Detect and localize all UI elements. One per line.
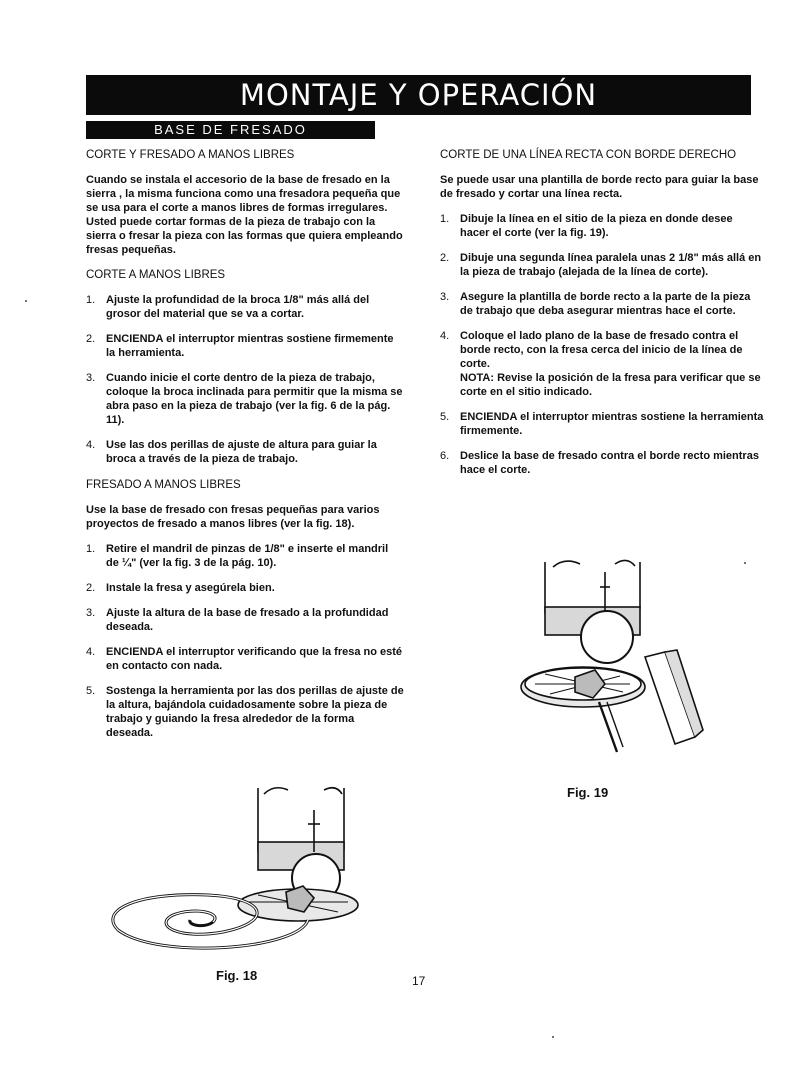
- heading-straight-edge-cut: CORTE DE UNA LÍNEA RECTA CON BORDE DERECHO: [440, 149, 737, 161]
- subsection-title: BASE DE FRESADO: [154, 122, 307, 137]
- list-item: 1. Retire el mandril de pinzas de 1/8" e inserte el mandril de ¼" (ver la fig. 3 de la pág. 10).: [86, 543, 389, 569]
- heading-freehand-routing: FRESADO A MANOS LIBRES: [86, 479, 241, 491]
- freehand-routing-steps: [86, 542, 404, 740]
- subsection-banner: [86, 121, 375, 139]
- heading-freehand-cut-and-route: CORTE Y FRESADO A MANOS LIBRES: [86, 149, 295, 161]
- figure-18-illustration: [98, 780, 378, 970]
- straight-edge-steps: [440, 212, 765, 477]
- list-item: 5. Sostenga la herramienta por las dos perillas de ajuste de la altura, bajándola cuidadosamente sobre la pieza de trabajo y guiando la fresa alrededor de la forma deseada.: [86, 685, 404, 739]
- scan-speck: [25, 300, 27, 302]
- right-column: [440, 148, 765, 489]
- left-column: [86, 148, 404, 752]
- routing-paragraph: Use la base de fresado con fresas pequeñas para varios proyectos de fresado a manos libres (ver la fig. 18).: [86, 504, 380, 530]
- list-item: 4. Use las dos perillas de ajuste de altura para guiar la broca a través de la pieza de trabajo.: [86, 439, 377, 465]
- scan-speck: [744, 562, 746, 564]
- list-item: 4. ENCIENDA el interruptor verificando que la fresa no esté en contacto con nada.: [86, 646, 403, 672]
- list-item: 3. Ajuste la altura de la base de fresado a la profundidad deseada.: [86, 607, 389, 633]
- note-text: NOTA: Revise la posición de la fresa para verificar que se corte en el sitio indicado.: [460, 372, 761, 398]
- scan-speck: [552, 1036, 554, 1038]
- heading-freehand-cut: CORTE A MANOS LIBRES: [86, 269, 226, 281]
- list-item: 2. Instale la fresa y asegúrela bien.: [86, 582, 275, 594]
- list-item: 5. ENCIENDA el interruptor mientras sostiene la herramienta firmemente.: [440, 411, 764, 437]
- list-item: 1. Dibuje la línea en el sitio de la pieza en donde desee hacer el corte (ver la fig. 19).: [440, 213, 733, 239]
- section-title: MONTAJE Y OPERACIÓN: [239, 78, 598, 112]
- freehand-cut-steps: [86, 293, 404, 466]
- straight-edge-paragraph: Se puede usar una plantilla de borde recto para guiar la base de fresado y cortar una línea recta.: [440, 174, 759, 200]
- list-item: 2. ENCIENDA el interruptor mientras sostiene firmemente la herramienta.: [86, 333, 394, 359]
- list-item: 1. Ajuste la profundidad de la broca 1/8" más allá del grosor del material que se va a cortar.: [86, 294, 370, 320]
- list-item: 3. Cuando inicie el corte dentro de la pieza de trabajo, coloque la broca inclinada para permitir que la misma se abra paso en la pieza de trabajo (ver la fig. 6 de la pág. 11).: [86, 372, 403, 426]
- figure-19-caption: Fig. 19: [567, 785, 609, 800]
- intro-paragraph: Cuando se instala el accesorio de la base de fresado en la sierra , la misma funciona como una fresadora pequeña que se usa para el corte a manos libres de formas irregulares. Usted puede cortar formas de la pieza de trabajo con la sierra o fresar la pieza con las formas que quiera empleando fresas pequeñas.: [86, 174, 403, 256]
- list-item: 3. Asegure la plantilla de borde recto a la parte de la pieza de trabajo que deba asegurar mientras hace el corte.: [440, 291, 751, 317]
- figure-19-illustration: [505, 552, 705, 762]
- figure-18-caption: Fig. 18: [216, 968, 258, 983]
- list-item: 6. Deslice la base de fresado contra el borde recto mientras hace el corte.: [440, 450, 759, 476]
- page-number: 17: [412, 974, 426, 988]
- section-title-banner: [86, 75, 751, 115]
- list-item: 2. Dibuje una segunda línea paralela unas 2 1/8" más allá en la pieza de trabajo (alejada de la línea de corte).: [440, 252, 762, 278]
- list-item: 4. Coloque el lado plano de la base de fresado contra el borde recto, con la fresa cerca del inicio de la línea de corte. NOTA: Revise la posición de la fresa para verificar que se corte en el sitio indicado.: [440, 329, 765, 399]
